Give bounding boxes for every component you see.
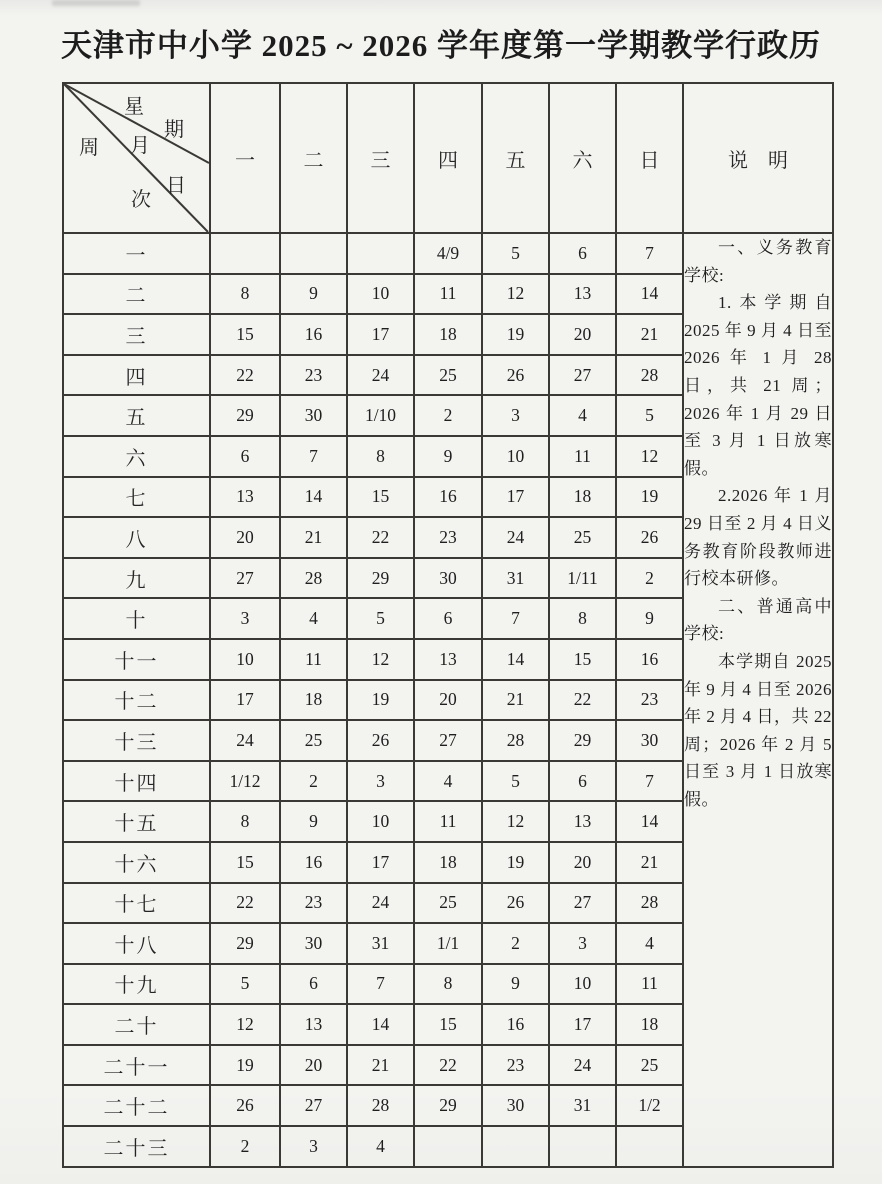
page-title: 天津市中小学 2025 ~ 2026 学年度第一学期教学行政历 bbox=[60, 28, 822, 63]
corner-label-week-char1: 周 bbox=[79, 137, 99, 159]
day-cell: 23 bbox=[482, 1045, 549, 1086]
col-header-sun: 日 bbox=[616, 83, 683, 233]
corner-label-weekday-char1: 星 bbox=[124, 96, 144, 118]
week-number-label: 十一 bbox=[63, 639, 210, 680]
day-cell: 16 bbox=[280, 842, 347, 883]
day-cell: 6 bbox=[549, 233, 616, 274]
day-cell: 8 bbox=[414, 964, 482, 1005]
day-cell: 25 bbox=[549, 517, 616, 558]
day-cell: 3 bbox=[482, 395, 549, 436]
day-cell: 27 bbox=[549, 355, 616, 396]
day-cell: 21 bbox=[616, 314, 683, 355]
day-cell: 19 bbox=[616, 477, 683, 518]
week-number-label: 八 bbox=[63, 517, 210, 558]
day-cell: 18 bbox=[414, 842, 482, 883]
week-number-label: 三 bbox=[63, 314, 210, 355]
corner-label-weekday-char2: 期 bbox=[164, 119, 184, 141]
day-cell: 26 bbox=[210, 1085, 280, 1126]
week-number-label: 十三 bbox=[63, 720, 210, 761]
day-cell: 3 bbox=[280, 1126, 347, 1167]
day-cell: 12 bbox=[210, 1004, 280, 1045]
week-number-label: 二 bbox=[63, 274, 210, 315]
corner-cell bbox=[63, 83, 210, 233]
notes-paragraph: 本学期自 2025 年 9 月 4 日至 2026 年 2 月 4 日，共 22 周；2026 年 2 月 5 日至 3 月 1 日放寒假。 bbox=[684, 651, 832, 809]
col-header-thu: 四 bbox=[414, 83, 482, 233]
day-cell: 15 bbox=[347, 477, 414, 518]
day-cell: 11 bbox=[414, 801, 482, 842]
day-cell: 10 bbox=[210, 639, 280, 680]
day-cell: 6 bbox=[280, 964, 347, 1005]
day-cell: 2 bbox=[616, 558, 683, 599]
day-cell: 17 bbox=[549, 1004, 616, 1045]
corner-label-day: 日 bbox=[166, 175, 186, 197]
day-cell: 3 bbox=[210, 598, 280, 639]
day-cell: 16 bbox=[280, 314, 347, 355]
day-cell: 28 bbox=[616, 355, 683, 396]
day-cell: 15 bbox=[414, 1004, 482, 1045]
day-cell: 19 bbox=[210, 1045, 280, 1086]
week-number-label: 七 bbox=[63, 477, 210, 518]
day-cell: 18 bbox=[280, 680, 347, 721]
day-cell: 2 bbox=[482, 923, 549, 964]
day-cell: 12 bbox=[616, 436, 683, 477]
day-cell: 30 bbox=[280, 923, 347, 964]
day-cell: 29 bbox=[549, 720, 616, 761]
day-cell: 1/12 bbox=[210, 761, 280, 802]
day-cell: 28 bbox=[347, 1085, 414, 1126]
col-header-notes: 说 明 bbox=[683, 83, 833, 233]
day-cell: 11 bbox=[280, 639, 347, 680]
day-cell: 22 bbox=[414, 1045, 482, 1086]
corner-label-week-char2: 次 bbox=[131, 189, 151, 211]
day-cell: 1/1 bbox=[414, 923, 482, 964]
day-cell: 5 bbox=[482, 761, 549, 802]
week-number-label: 十 bbox=[63, 598, 210, 639]
day-cell: 16 bbox=[616, 639, 683, 680]
notes-paragraph: 2.2026 年 1 月 29 日至 2 月 4 日义务教育阶段教师进行校本研修。 bbox=[684, 486, 832, 589]
day-cell: 9 bbox=[482, 964, 549, 1005]
day-cell: 5 bbox=[347, 598, 414, 639]
day-cell: 6 bbox=[210, 436, 280, 477]
day-cell: 12 bbox=[347, 639, 414, 680]
day-cell: 27 bbox=[280, 1085, 347, 1126]
day-cell: 24 bbox=[210, 720, 280, 761]
day-cell: 18 bbox=[549, 477, 616, 518]
day-cell: 5 bbox=[482, 233, 549, 274]
day-cell: 27 bbox=[210, 558, 280, 599]
day-cell bbox=[414, 1126, 482, 1167]
week-number-label: 二十二 bbox=[63, 1085, 210, 1126]
header-row bbox=[63, 83, 833, 233]
week-number-label: 五 bbox=[63, 395, 210, 436]
day-cell: 23 bbox=[616, 680, 683, 721]
day-cell: 9 bbox=[414, 436, 482, 477]
day-cell: 6 bbox=[549, 761, 616, 802]
day-cell: 13 bbox=[549, 274, 616, 315]
day-cell: 17 bbox=[210, 680, 280, 721]
week-number-label: 十七 bbox=[63, 883, 210, 924]
calendar-table bbox=[62, 82, 834, 1168]
day-cell: 10 bbox=[347, 274, 414, 315]
day-cell: 17 bbox=[347, 314, 414, 355]
day-cell: 24 bbox=[347, 883, 414, 924]
day-cell: 7 bbox=[616, 761, 683, 802]
week-number-label: 十二 bbox=[63, 680, 210, 721]
day-cell: 9 bbox=[616, 598, 683, 639]
day-cell: 1/11 bbox=[549, 558, 616, 599]
day-cell: 25 bbox=[280, 720, 347, 761]
day-cell: 27 bbox=[414, 720, 482, 761]
day-cell: 10 bbox=[482, 436, 549, 477]
day-cell: 25 bbox=[414, 355, 482, 396]
day-cell: 7 bbox=[616, 233, 683, 274]
day-cell: 4/9 bbox=[414, 233, 482, 274]
week-number-label: 十八 bbox=[63, 923, 210, 964]
day-cell: 21 bbox=[347, 1045, 414, 1086]
corner-label-month: 月 bbox=[130, 135, 150, 157]
day-cell: 4 bbox=[347, 1126, 414, 1167]
day-cell: 6 bbox=[414, 598, 482, 639]
col-header-tue: 二 bbox=[280, 83, 347, 233]
day-cell: 17 bbox=[482, 477, 549, 518]
day-cell: 19 bbox=[482, 314, 549, 355]
day-cell: 29 bbox=[210, 923, 280, 964]
day-cell: 1/2 bbox=[616, 1085, 683, 1126]
day-cell: 19 bbox=[347, 680, 414, 721]
day-cell: 23 bbox=[280, 883, 347, 924]
day-cell: 21 bbox=[616, 842, 683, 883]
day-cell: 20 bbox=[414, 680, 482, 721]
day-cell: 22 bbox=[549, 680, 616, 721]
day-cell: 31 bbox=[482, 558, 549, 599]
day-cell: 16 bbox=[414, 477, 482, 518]
day-cell: 21 bbox=[280, 517, 347, 558]
day-cell: 9 bbox=[280, 274, 347, 315]
day-cell: 13 bbox=[414, 639, 482, 680]
week-number-label: 二十三 bbox=[63, 1126, 210, 1167]
day-cell bbox=[347, 233, 414, 274]
day-cell: 20 bbox=[549, 314, 616, 355]
day-cell: 24 bbox=[347, 355, 414, 396]
day-cell: 20 bbox=[549, 842, 616, 883]
day-cell: 5 bbox=[616, 395, 683, 436]
day-cell: 23 bbox=[414, 517, 482, 558]
day-cell: 28 bbox=[616, 883, 683, 924]
col-header-mon: 一 bbox=[210, 83, 280, 233]
day-cell bbox=[549, 1126, 616, 1167]
day-cell: 4 bbox=[549, 395, 616, 436]
day-cell: 24 bbox=[549, 1045, 616, 1086]
day-cell: 30 bbox=[482, 1085, 549, 1126]
day-cell: 2 bbox=[210, 1126, 280, 1167]
day-cell: 10 bbox=[347, 801, 414, 842]
notes-cell bbox=[683, 233, 833, 1167]
day-cell: 2 bbox=[414, 395, 482, 436]
day-cell bbox=[616, 1126, 683, 1167]
day-cell: 11 bbox=[414, 274, 482, 315]
day-cell: 31 bbox=[347, 923, 414, 964]
day-cell: 26 bbox=[347, 720, 414, 761]
week-number-label: 十九 bbox=[63, 964, 210, 1005]
day-cell: 14 bbox=[616, 801, 683, 842]
day-cell: 28 bbox=[280, 558, 347, 599]
day-cell: 31 bbox=[549, 1085, 616, 1126]
day-cell: 20 bbox=[210, 517, 280, 558]
day-cell: 28 bbox=[482, 720, 549, 761]
week-number-label: 二十 bbox=[63, 1004, 210, 1045]
week-number-label: 六 bbox=[63, 436, 210, 477]
day-cell: 22 bbox=[210, 355, 280, 396]
day-cell: 11 bbox=[616, 964, 683, 1005]
day-cell: 13 bbox=[280, 1004, 347, 1045]
day-cell: 17 bbox=[347, 842, 414, 883]
day-cell: 7 bbox=[280, 436, 347, 477]
day-cell: 26 bbox=[482, 883, 549, 924]
day-cell: 15 bbox=[549, 639, 616, 680]
day-cell bbox=[482, 1126, 549, 1167]
day-cell: 26 bbox=[482, 355, 549, 396]
day-cell bbox=[210, 233, 280, 274]
day-cell: 4 bbox=[280, 598, 347, 639]
day-cell: 30 bbox=[280, 395, 347, 436]
notes-paragraph: 二、普通高中学校: bbox=[684, 596, 832, 644]
day-cell: 16 bbox=[482, 1004, 549, 1045]
day-cell: 8 bbox=[549, 598, 616, 639]
week-number-label: 十六 bbox=[63, 842, 210, 883]
day-cell: 7 bbox=[347, 964, 414, 1005]
day-cell: 27 bbox=[549, 883, 616, 924]
week-number-label: 二十一 bbox=[63, 1045, 210, 1086]
day-cell: 14 bbox=[482, 639, 549, 680]
day-cell: 18 bbox=[414, 314, 482, 355]
day-cell: 20 bbox=[280, 1045, 347, 1086]
day-cell: 29 bbox=[210, 395, 280, 436]
day-cell: 8 bbox=[347, 436, 414, 477]
week-number-label: 四 bbox=[63, 355, 210, 396]
day-cell: 23 bbox=[280, 355, 347, 396]
day-cell: 14 bbox=[280, 477, 347, 518]
day-cell: 3 bbox=[549, 923, 616, 964]
notes-paragraph: 1.本学期自 2025 年 9 月 4 日至 2026 年 1 月 28 日，共 21 周；2026 年 1 月 29 日至 3 月 1 日放寒假。 bbox=[684, 293, 832, 478]
day-cell: 11 bbox=[549, 436, 616, 477]
day-cell: 4 bbox=[414, 761, 482, 802]
day-cell: 14 bbox=[616, 274, 683, 315]
day-cell: 12 bbox=[482, 801, 549, 842]
col-header-fri: 五 bbox=[482, 83, 549, 233]
day-cell: 3 bbox=[347, 761, 414, 802]
col-header-wed: 三 bbox=[347, 83, 414, 233]
notes-paragraph: 一、义务教育学校: bbox=[684, 238, 832, 285]
day-cell: 29 bbox=[414, 1085, 482, 1126]
day-cell: 12 bbox=[482, 274, 549, 315]
day-cell: 30 bbox=[414, 558, 482, 599]
calendar-week-row bbox=[63, 233, 833, 274]
day-cell: 8 bbox=[210, 274, 280, 315]
day-cell: 15 bbox=[210, 314, 280, 355]
day-cell: 7 bbox=[482, 598, 549, 639]
day-cell: 26 bbox=[616, 517, 683, 558]
day-cell: 22 bbox=[347, 517, 414, 558]
day-cell: 15 bbox=[210, 842, 280, 883]
day-cell: 8 bbox=[210, 801, 280, 842]
day-cell: 14 bbox=[347, 1004, 414, 1045]
day-cell: 10 bbox=[549, 964, 616, 1005]
day-cell: 25 bbox=[616, 1045, 683, 1086]
day-cell: 19 bbox=[482, 842, 549, 883]
day-cell: 4 bbox=[616, 923, 683, 964]
day-cell: 1/10 bbox=[347, 395, 414, 436]
week-number-label: 九 bbox=[63, 558, 210, 599]
col-header-sat: 六 bbox=[549, 83, 616, 233]
day-cell: 13 bbox=[210, 477, 280, 518]
day-cell: 9 bbox=[280, 801, 347, 842]
day-cell: 21 bbox=[482, 680, 549, 721]
day-cell: 25 bbox=[414, 883, 482, 924]
day-cell: 29 bbox=[347, 558, 414, 599]
scan-edge-artifact bbox=[52, 0, 140, 6]
day-cell bbox=[280, 233, 347, 274]
day-cell: 30 bbox=[616, 720, 683, 761]
day-cell: 22 bbox=[210, 883, 280, 924]
day-cell: 24 bbox=[482, 517, 549, 558]
day-cell: 18 bbox=[616, 1004, 683, 1045]
day-cell: 13 bbox=[549, 801, 616, 842]
week-number-label: 十五 bbox=[63, 801, 210, 842]
week-number-label: 十四 bbox=[63, 761, 210, 802]
day-cell: 5 bbox=[210, 964, 280, 1005]
week-number-label: 一 bbox=[63, 233, 210, 274]
day-cell: 2 bbox=[280, 761, 347, 802]
